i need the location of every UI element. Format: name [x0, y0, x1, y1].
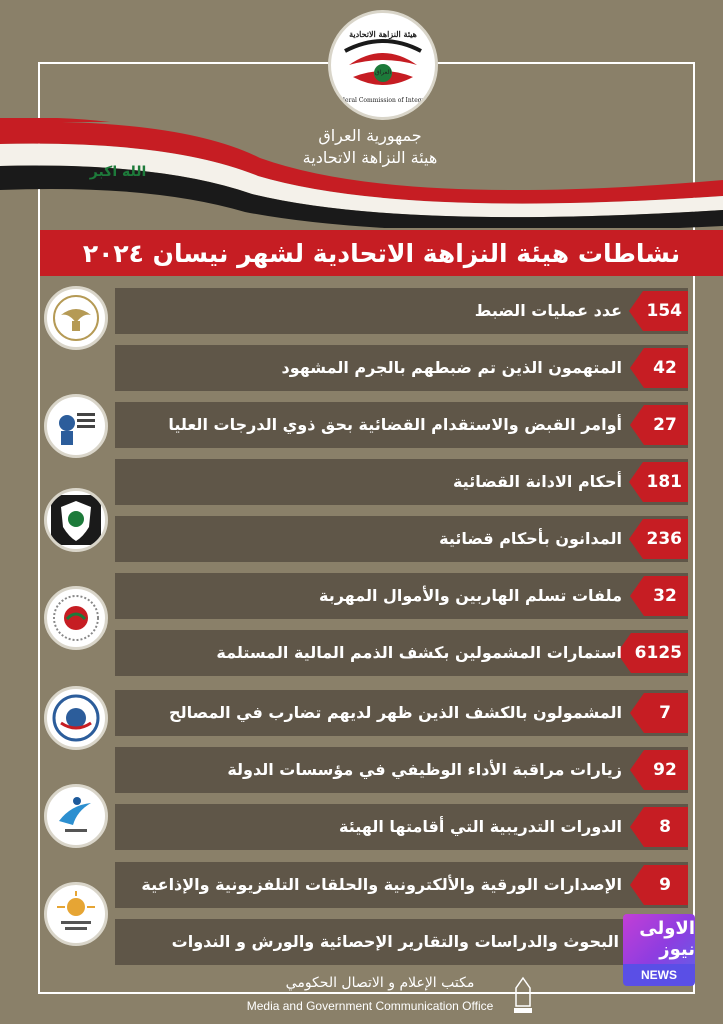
stat-value: 9	[644, 865, 688, 905]
watermark-arabic: الاولى نيوز	[623, 914, 695, 964]
stat-label: أحكام الادانة القضائية	[452, 472, 622, 491]
stat-label: أوامر القبض والاستقدام القضائية بحق ذوي الدرجات العليا	[168, 415, 622, 434]
department-badge	[44, 488, 108, 552]
eagle-emblem-icon	[47, 289, 105, 347]
stat-label: ملفات تسلم الهاربين والأموال المهربة	[319, 586, 622, 605]
stat-label: زيارات مراقبة الأداء الوظيفي في مؤسسات الدولة	[227, 760, 622, 779]
stat-row	[115, 862, 688, 908]
stat-label: استمارات المشمولين بكشف الذمم المالية المستلمة	[216, 643, 622, 662]
stat-row	[115, 288, 688, 334]
footer-english: Media and Government Communication Office	[246, 999, 494, 1013]
logo-country-text: العراق	[374, 69, 392, 76]
header-line2: هيئة النزاهة الاتحادية	[302, 148, 438, 167]
stat-row	[115, 459, 688, 505]
stat-label: المدانون بأحكام قضائية	[439, 529, 622, 548]
stat-value: 154	[643, 291, 689, 331]
training-emblem-icon	[47, 787, 105, 845]
stat-row	[115, 690, 688, 736]
logo-arabic-text: هيئة النزاهة الاتحادية	[349, 29, 417, 39]
department-badge	[44, 586, 108, 650]
footer-arabic: مكتب الإعلام و الاتصال الحكومي	[285, 975, 475, 991]
page-title-text: نشاطات هيئة النزاهة الاتحادية لشهر نيسان ٢٠٢٤	[82, 238, 681, 268]
stat-row	[115, 345, 688, 391]
stat-value: 32	[644, 576, 688, 616]
stat-value: 236	[643, 519, 689, 559]
stat-label: عدد عمليات الضبط	[474, 301, 622, 320]
stat-row	[115, 747, 688, 793]
stat-value: 42	[644, 348, 688, 388]
department-badge	[44, 882, 108, 946]
department-badge	[44, 686, 108, 750]
stat-value: 92	[644, 750, 688, 790]
research-emblem-icon	[47, 885, 105, 943]
stat-label: الدورات التدريبية التي أقامتها الهيئة	[339, 817, 622, 836]
recovery-emblem-icon	[47, 589, 105, 647]
disclosure-emblem-icon	[47, 689, 105, 747]
header-line1: جمهورية العراق	[318, 126, 422, 145]
stat-value: 181	[643, 462, 689, 502]
stat-value: 8	[644, 807, 688, 847]
stat-label: المشمولون بالكشف الذين ظهر لديهم تضارب في المصالح	[169, 703, 622, 722]
watermark-english: NEWS	[623, 964, 695, 986]
stat-value: 6125	[631, 633, 688, 673]
stat-value: 27	[644, 405, 688, 445]
flag-takbir-text: الله اكبر	[89, 164, 147, 180]
department-badge	[44, 286, 108, 350]
stat-row	[115, 402, 688, 448]
news-watermark-logo	[623, 914, 695, 986]
stat-row	[115, 919, 625, 965]
logo-english-text: Federal Commission of Integrity	[333, 97, 433, 104]
stat-label: المتهمون الذين تم ضبطهم بالجرم المشهود	[281, 358, 622, 377]
department-badge	[44, 784, 108, 848]
stat-row	[115, 804, 688, 850]
stat-row	[115, 630, 688, 676]
investigation-emblem-icon	[47, 397, 105, 455]
stat-row	[115, 573, 688, 619]
shield-emblem-icon	[47, 491, 105, 549]
stat-value: 7	[644, 693, 688, 733]
department-badge	[44, 394, 108, 458]
stat-label: البحوث والدراسات والتقارير الإحصائية والورش و الندوات	[171, 932, 619, 951]
stat-row	[115, 516, 688, 562]
stat-label: الإصدارات الورقية والألكترونية والحلقات التلفزيونية والإذاعية	[141, 875, 622, 894]
